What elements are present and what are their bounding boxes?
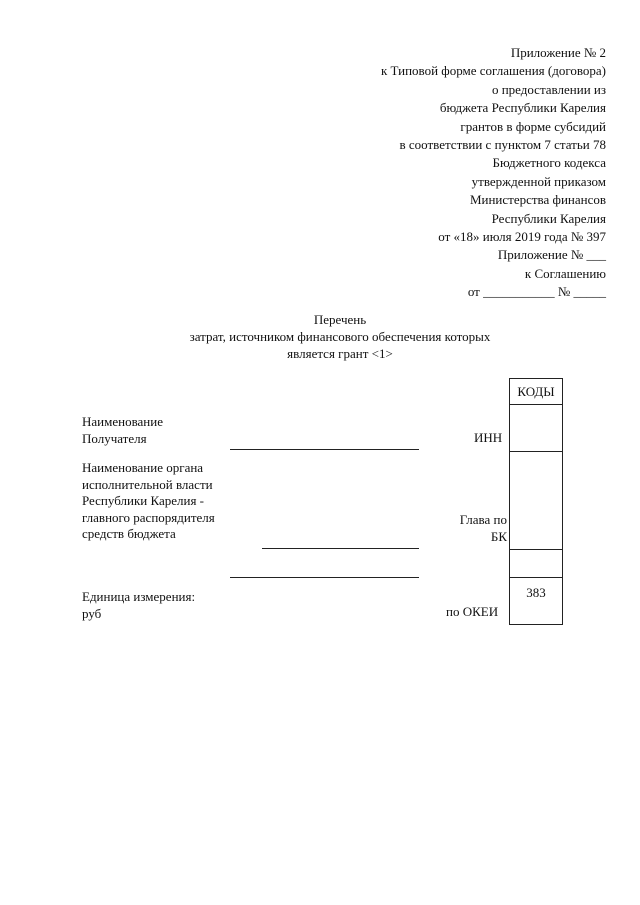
recipient-label-line: Наименование — [82, 414, 163, 429]
inn-label: ИНН — [474, 430, 503, 445]
header-line: Бюджетного кодекса — [492, 155, 606, 171]
unit-value: руб — [82, 605, 102, 621]
glava-label-line: БК — [490, 528, 507, 544]
document-subtitle-line1: затрат, источником финансового обеспечения которых — [189, 329, 491, 344]
header-line: грантов в форме субсидий — [460, 118, 606, 134]
header-line: в соответствии с пунктом 7 статьи 78 — [399, 137, 606, 153]
header-line: к Типовой форме соглашения (договора) — [380, 63, 606, 79]
codes-header: КОДЫ — [510, 379, 562, 405]
authority-label-line: исполнительной власти — [82, 476, 213, 492]
blank-field[interactable] — [230, 577, 419, 578]
recipient-label-line: Получателя — [82, 430, 147, 446]
okei-label: по ОКЕИ — [446, 604, 499, 619]
unit-label-line: Единица измерения: — [82, 589, 196, 604]
header-line: утвержденной приказом — [471, 173, 606, 189]
okei-code-value: 383 — [526, 585, 546, 600]
document-subtitle-line2: является грант <1> — [287, 346, 393, 361]
codes-divider — [510, 451, 562, 452]
codes-divider — [510, 549, 562, 550]
document-title: Перечень — [313, 312, 367, 327]
header-line: от ___________ № _____ — [467, 284, 606, 300]
codes-divider — [510, 577, 562, 578]
header-line: к Соглашению — [524, 265, 606, 281]
authority-label-line: главного распорядителя — [82, 509, 215, 525]
header-line: Приложение № 2 — [510, 45, 606, 60]
header-line: бюджета Республики Карелия — [439, 100, 606, 116]
glava-bk-label — [451, 512, 507, 545]
authority-label-line: Наименование органа — [82, 460, 204, 475]
header-line: Республики Карелия — [491, 210, 606, 226]
recipient-label — [82, 414, 163, 447]
glava-label-line: Глава по — [459, 512, 507, 527]
header-line: Приложение № ___ — [497, 247, 606, 263]
authority-label-line: Республики Карелия - — [82, 493, 205, 508]
header-line: о предоставлении из — [491, 81, 606, 97]
authority-label — [82, 460, 215, 543]
document-header — [381, 44, 606, 302]
codes-column — [509, 378, 563, 625]
unit-label — [82, 589, 195, 622]
header-line: от «18» июля 2019 года № 397 — [438, 229, 606, 245]
authority-name-field[interactable] — [262, 548, 419, 549]
authority-label-line: средств бюджета — [82, 526, 176, 541]
recipient-name-field[interactable] — [230, 449, 419, 450]
header-line: Министерства финансов — [469, 192, 606, 208]
